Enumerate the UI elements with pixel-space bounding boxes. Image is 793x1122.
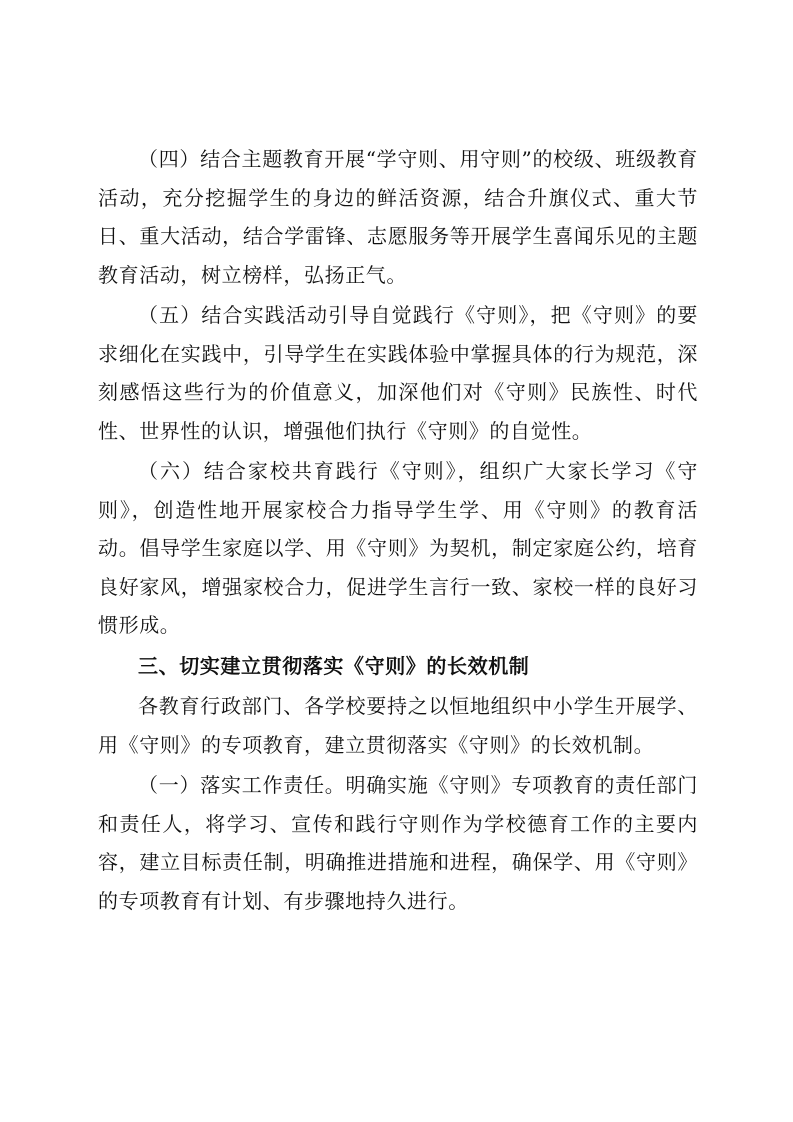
section-heading: 三、切实建立贯彻落实《守则》的长效机制 xyxy=(138,653,530,678)
paragraph-4-theme-education: （四）结合主题教育开展“学守则、用守则”的校级、班级教育活动，充分挖掘学生的身边的鲜活资源，结合升旗仪式、重大节日、重大活动，结合学雷锋、志愿服务等开展学生喜闻乐见的主题教育活动，树立榜样，弘扬正气。 xyxy=(98,147,698,287)
paragraph-5-practice-activities: （五）结合实践活动引导自觉践行《守则》，把《守则》的要求细化在实践中，引导学生在实践体验中掌握具体的行为规范，深刻感悟这些行为的价值意义，加深他们对《守则》民族性、时代性、世界性的认识，增强他们执行《守则》的自觉性。 xyxy=(98,303,698,443)
section-intro-paragraph: 各教育行政部门、各学校要持之以恒地组织中小学生开展学、用《守则》的专项教育，建立贯彻落实《守则》的长效机制。 xyxy=(98,694,698,757)
document-body xyxy=(98,140,698,922)
paragraph-6-home-school: （六）结合家校共育践行《守则》，组织广大家长学习《守则》，创造性地开展家校合力指导学生学、用《守则》的教育活动。倡导学生家庭以学、用《守则》为契机，制定家庭公约，培育良好家风，增强家校合力，促进学生言行一致、家校一样的良好习惯形成。 xyxy=(98,459,698,637)
paragraph-1-work-responsibility: （一）落实工作责任。明确实施《守则》专项教育的责任部门和责任人，将学习、宣传和践行守则作为学校德育工作的主要内容，建立目标责任制，明确推进措施和进程，确保学、用《守则》的专项教育有计划、有步骤地持久进行。 xyxy=(98,773,698,913)
